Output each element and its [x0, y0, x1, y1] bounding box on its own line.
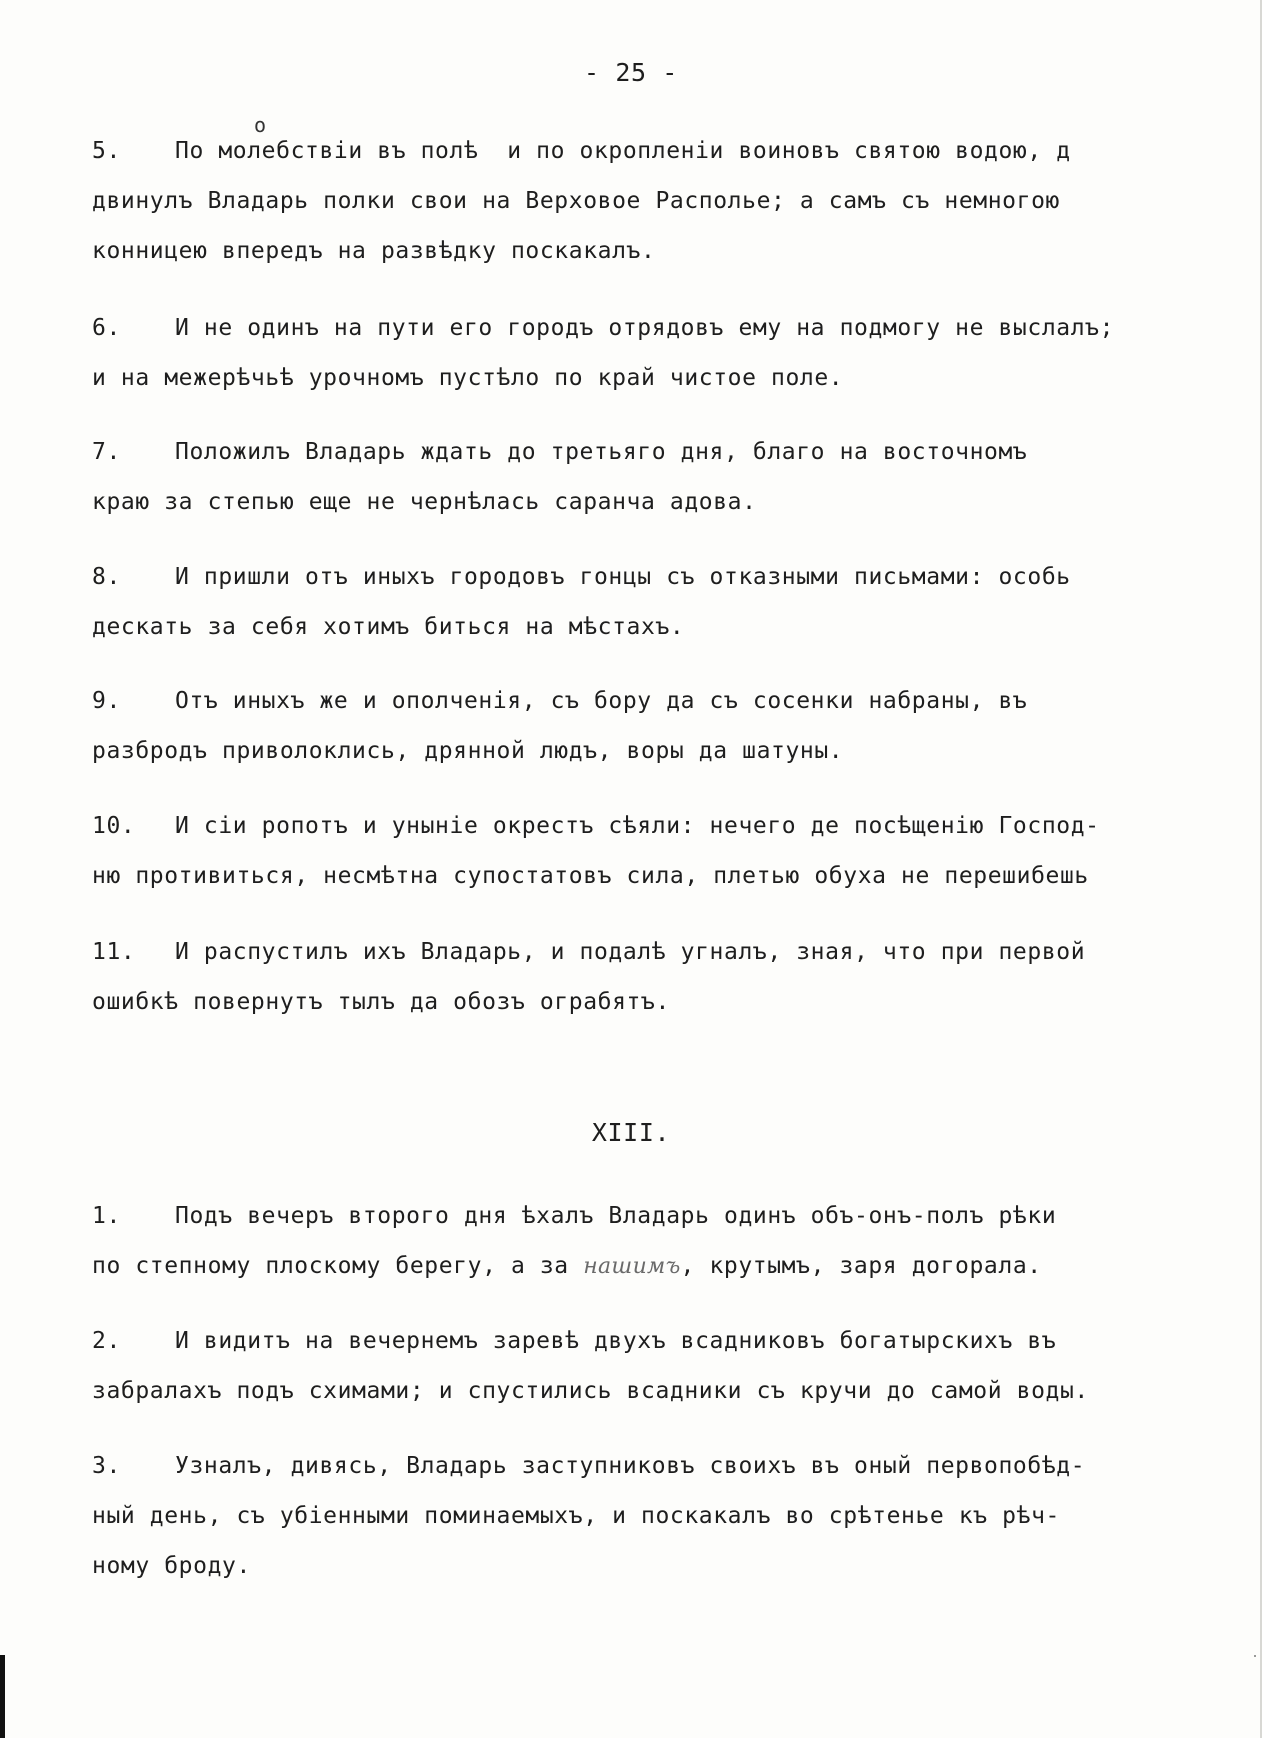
chapter-heading: XIII.: [591, 1118, 671, 1147]
verse-line: ню противиться, несмѣтна супостатовъ сила, плетью обуха не перешибешь: [92, 863, 1089, 889]
verse-line: двинулъ Владарь полки свои на Верховое Располье; а самъ съ немногою: [92, 188, 1060, 214]
verse-number: 9.: [92, 688, 121, 714]
verse-line: дескать за себя хотимъ биться на мѣстахъ.: [92, 614, 685, 640]
verse-line: забралахъ подъ схимами; и спустились всадники съ кручи до самой воды.: [92, 1378, 1089, 1404]
handwritten-insertion: нашимъ: [583, 1254, 681, 1279]
verse-number: 2.: [92, 1328, 121, 1354]
verse-line: [92, 1251, 1042, 1282]
handwritten-correction-mark: o: [254, 113, 267, 137]
verse-line: И видитъ на вечернемъ заревѣ двухъ всадниковъ богатырскихъ въ: [175, 1328, 1057, 1354]
verse-line: Узналъ, дивясь, Владарь заступниковъ своихъ въ оный первопобѣд-: [175, 1453, 1086, 1479]
verse-line: И не одинъ на пути его городъ отрядовъ ему на подмогу не выслалъ;: [175, 315, 1115, 341]
verse-line: Положилъ Владарь ждать до третьяго дня, благо на восточномъ: [175, 439, 1028, 465]
verse-line: краю за степью еще не чернѣлась саранча адова.: [92, 489, 757, 515]
verse-number: 6.: [92, 315, 121, 341]
verse-line: И пришли отъ иныхъ городовъ гонцы съ отказными письмами: особь: [175, 564, 1071, 590]
verse-line: ный день, съ убіенными поминаемыхъ, и поскакалъ во срѣтенье къ рѣч-: [92, 1503, 1060, 1529]
page-number: - 25 -: [584, 58, 678, 87]
verse-line: Подъ вечеръ второго дня ѣхалъ Владарь одинъ объ-онъ-полъ рѣки: [175, 1203, 1057, 1229]
verse-number: 8.: [92, 564, 121, 590]
verse-line: Отъ иныхъ же и ополченія, съ бору да съ сосенки набраны, въ: [175, 688, 1028, 714]
verse-number: 3.: [92, 1453, 121, 1479]
verse-line: ошибкѣ повернутъ тылъ да обозъ ограбятъ.: [92, 989, 670, 1015]
verse-line: конницею впередъ на развѣдку поскакалъ.: [92, 238, 656, 264]
verse-line-text: , крутымъ, заря догорала.: [680, 1253, 1042, 1279]
verse-number: 11.: [92, 939, 136, 965]
verse-line: и на межерѣчьѣ урочномъ пустѣло по край чистое поле.: [92, 365, 844, 391]
verse-line-text: по степному плоскому берегу, а за: [92, 1253, 584, 1279]
verse-line: разбродъ приволоклись, дрянной людъ, воры да шатуны.: [92, 738, 844, 764]
verse-number: 10.: [92, 813, 136, 839]
verse-line: И сіи ропотъ и уныніе окрестъ сѣяли: нечего де посѣщенію Господ-: [175, 813, 1100, 839]
verse-line: ному броду.: [92, 1553, 251, 1579]
verse-number: 5.: [92, 138, 121, 164]
verse-number: 7.: [92, 439, 121, 465]
verse-number: 1.: [92, 1203, 121, 1229]
verse-line: По молебствіи въ полѣ и по окропленіи воиновъ святою водою, д: [175, 138, 1071, 164]
verse-line: И распустилъ ихъ Владарь, и подалѣ угналъ, зная, что при первой: [175, 939, 1086, 965]
